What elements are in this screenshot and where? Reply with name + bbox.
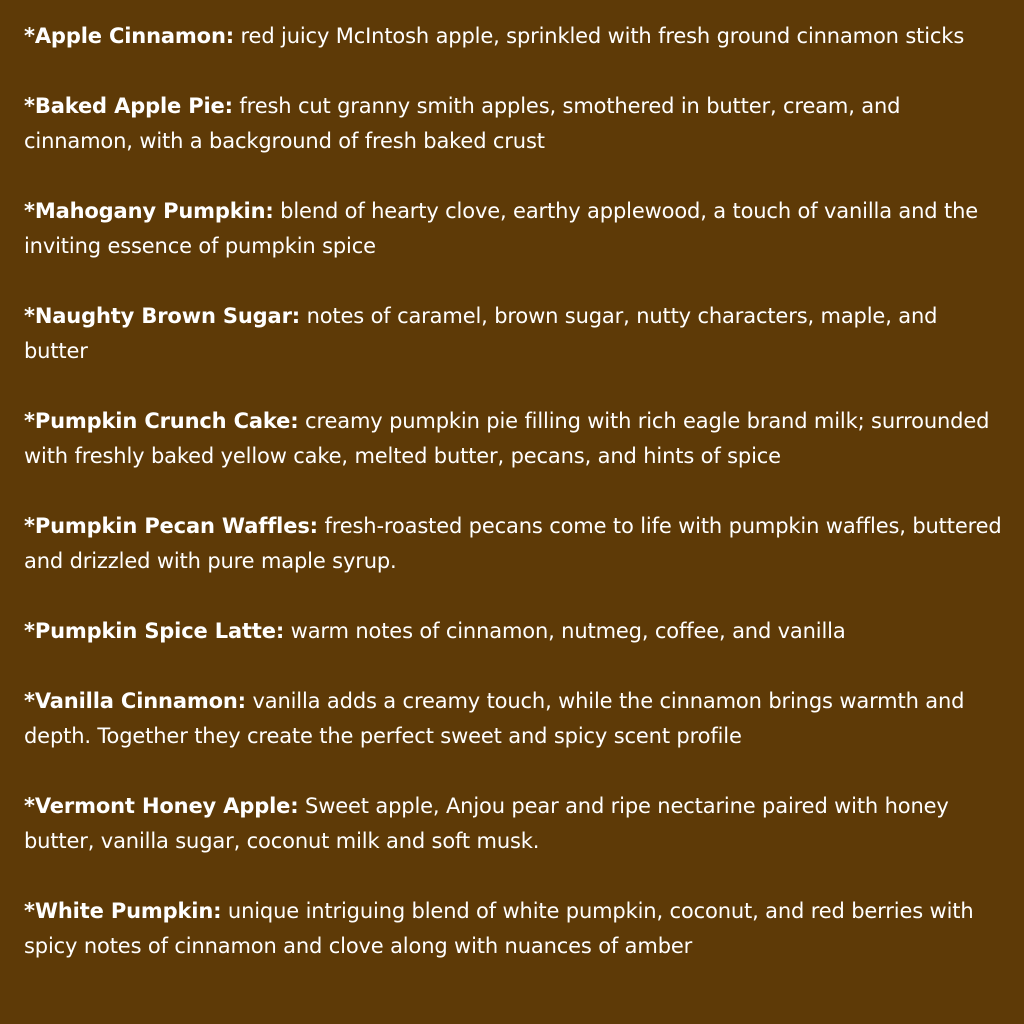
scent-name: *Vermont Honey Apple: [24, 794, 299, 818]
scent-description: fresh cut granny smith apples, smothered in butter, cream, and cinnamon, with a background of fresh baked crust [24, 94, 901, 153]
scent-description: unique intriguing blend of white pumpkin, coconut, and red berries with spicy notes of cinnamon and clove along with nuances of amber [24, 899, 974, 958]
scent-description: blend of hearty clove, earthy applewood, a touch of vanilla and the inviting essence of pumpkin spice [24, 199, 979, 258]
scent-description: fresh-roasted pecans come to life with pumpkin waffles, buttered and drizzled with pure maple syrup. [24, 514, 1002, 573]
scent-description: Sweet apple, Anjou pear and ripe nectarine paired with honey butter, vanilla sugar, coconut milk and soft musk. [24, 794, 949, 853]
scent-name: *Apple Cinnamon: [24, 24, 234, 48]
scent-entry-pumpkin-spice-latte [24, 614, 1004, 649]
scent-entry-naughty-brown-sugar [24, 299, 1004, 369]
scent-name: *Pumpkin Crunch Cake: [24, 409, 299, 433]
scent-description: vanilla adds a creamy touch, while the cinnamon brings warmth and depth. Together they create the perfect sweet and spicy scent profile [24, 689, 965, 748]
scent-entry-apple-cinnamon [24, 19, 1004, 54]
scent-entry-baked-apple-pie [24, 89, 1004, 159]
scent-name: *Pumpkin Pecan Waffles: [24, 514, 318, 538]
scent-entry-vanilla-cinnamon [24, 684, 1004, 754]
scent-entry-white-pumpkin [24, 894, 1004, 964]
scent-description: creamy pumpkin pie filling with rich eagle brand milk; surrounded with freshly baked yellow cake, melted butter, pecans, and hints of spice [24, 409, 990, 468]
scent-entry-pumpkin-pecan-waffles [24, 509, 1004, 579]
scent-description: warm notes of cinnamon, nutmeg, coffee, and vanilla [284, 619, 846, 643]
scent-entry-pumpkin-crunch-cake [24, 404, 1004, 474]
scent-description: red juicy McIntosh apple, sprinkled with fresh ground cinnamon sticks [234, 24, 965, 48]
scent-entry-mahogany-pumpkin [24, 194, 1004, 264]
scent-description: notes of caramel, brown sugar, nutty characters, maple, and butter [24, 304, 938, 363]
scent-name: *Mahogany Pumpkin: [24, 199, 274, 223]
scent-name: *Vanilla Cinnamon: [24, 689, 246, 713]
scent-name: *Naughty Brown Sugar: [24, 304, 301, 328]
scent-name: *Baked Apple Pie: [24, 94, 233, 118]
scent-entry-vermont-honey-apple [24, 789, 1004, 859]
scent-name: *White Pumpkin: [24, 899, 222, 923]
scent-name: *Pumpkin Spice Latte: [24, 619, 285, 643]
